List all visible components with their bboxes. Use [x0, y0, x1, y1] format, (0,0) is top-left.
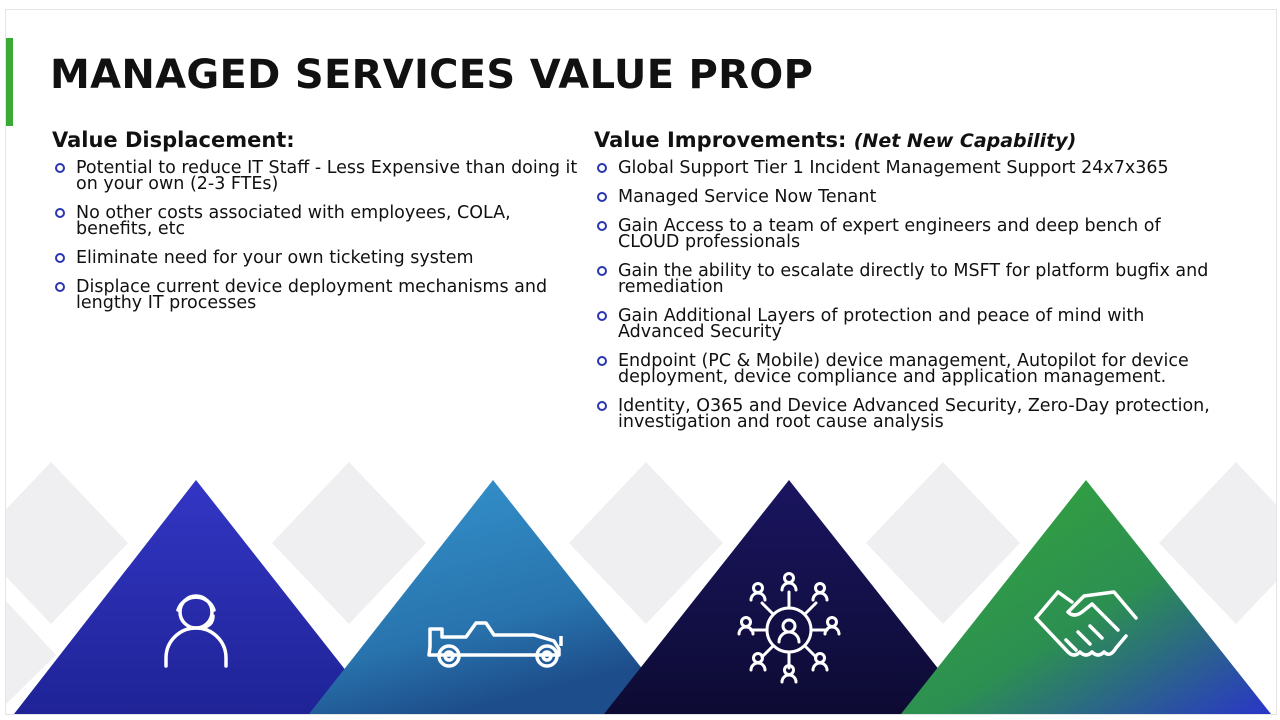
value-improvements-column [594, 128, 1214, 443]
list-item: Gain the ability to escalate directly to MSFT for platform bugfix and remediation [594, 263, 1214, 295]
list-item: Gain Additional Layers of protection and peace of mind with Advanced Security [594, 308, 1214, 340]
list-item: Potential to reduce IT Staff - Less Expensive than doing it on your own (2-3 FTEs) [52, 160, 582, 192]
bullet-icon [597, 311, 607, 321]
title-accent-bar [6, 38, 13, 126]
value-displacement-column [52, 128, 582, 324]
bullet-icon [597, 266, 607, 276]
list-item: Displace current device deployment mechanisms and lengthy IT processes [52, 279, 582, 311]
bullet-icon [597, 192, 607, 202]
slide-title: MANAGED SERVICES VALUE PROP [50, 52, 814, 98]
bullet-icon [55, 282, 65, 292]
list-item: Identity, O365 and Device Advanced Security, Zero-Day protection, investigation and root cause analysis [594, 398, 1214, 430]
bullet-icon [55, 208, 65, 218]
value-improvements-subheading: (Net New Capability) [853, 130, 1077, 152]
slide [6, 10, 1276, 714]
list-item: Gain Access to a team of expert engineers and deep bench of CLOUD professionals [594, 218, 1214, 250]
bullet-icon [597, 221, 607, 231]
value-improvements-list [594, 160, 1214, 430]
triangle-banner [6, 440, 1276, 714]
bullet-icon [55, 253, 65, 263]
bullet-icon [597, 401, 607, 411]
value-improvements-heading: Value Improvements: (Net New Capability) [594, 128, 1077, 152]
value-displacement-heading: Value Displacement: [52, 128, 295, 152]
list-item: No other costs associated with employees, COLA, benefits, etc [52, 205, 582, 237]
list-item: Endpoint (PC & Mobile) device management, Autopilot for device deployment, device compliance and application management. [594, 353, 1214, 385]
bullet-icon [597, 356, 607, 366]
bullet-icon [55, 163, 65, 173]
list-item: Managed Service Now Tenant [594, 189, 1214, 205]
list-item: Global Support Tier 1 Incident Management Support 24x7x365 [594, 160, 1214, 176]
value-displacement-list [52, 160, 582, 311]
list-item: Eliminate need for your own ticketing system [52, 250, 582, 266]
bullet-icon [597, 163, 607, 173]
